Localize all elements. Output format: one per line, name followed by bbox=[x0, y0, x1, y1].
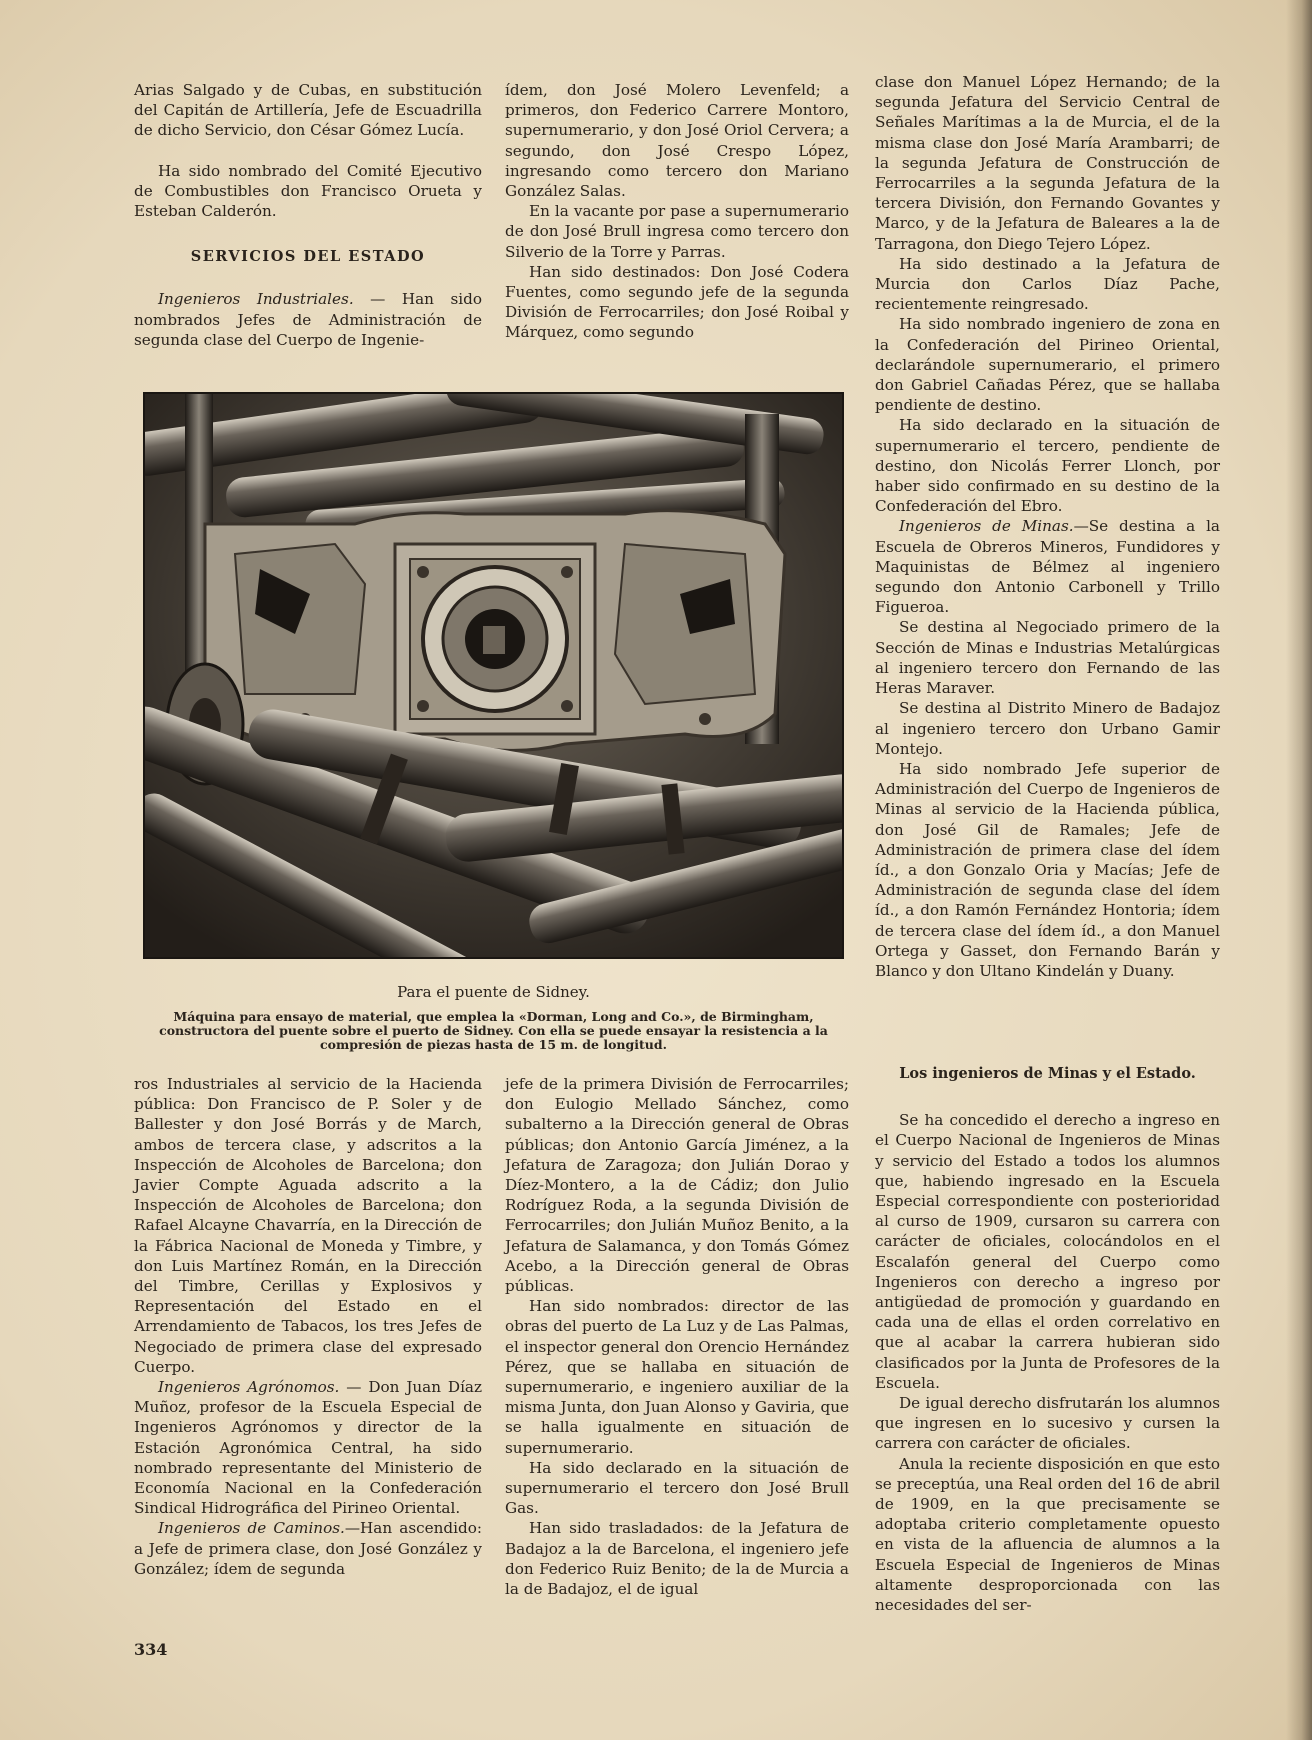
paragraph bbox=[134, 1518, 482, 1579]
paragraph: Se destina al Negociado primero de la Sección de Minas e Industrias Metalúrgicas al ingeniero tercero don Fernando de las Heras Maraver. bbox=[875, 618, 1220, 698]
paragraph bbox=[875, 516, 1220, 617]
paragraph: Ha sido destinado a la Jefatura de Murcia don Carlos Díaz Pache, recientemente reingresado. bbox=[875, 254, 1220, 314]
machine-photograph bbox=[143, 392, 844, 959]
subsection-label: Ingenieros Industriales. bbox=[158, 290, 354, 309]
column-1-top bbox=[134, 80, 482, 350]
column-3 bbox=[875, 72, 1220, 981]
paragraph: Ha sido nombrado Jefe superior de Administración del Cuerpo de Ingenieros de Minas al servicio de la Hacienda pública, don José Gil de Ramales; Jefe de Administración de primera clase del ídem íd., a don Gonzalo Oria y Macías; Jefe de Administración de segunda clase del ídem íd., a don Ramón Fernández Hontoria; ídem de tercera clase del ídem íd., a don Manuel Ortega y Gasset, don Fernando Barán y Blanco y don Ultano Kindelán y Duany. bbox=[875, 759, 1220, 980]
paragraph: Ha sido nombrado del Comité Ejecutivo de Combustibles don Francisco Orueta y Esteban Calderón. bbox=[134, 161, 482, 221]
column-2-top bbox=[505, 80, 849, 343]
subsection-label: Ingenieros Agrónomos. bbox=[158, 1378, 340, 1397]
page-number: 334 bbox=[134, 1640, 168, 1659]
figure-caption: Máquina para ensayo de material, que emplea la «Dorman, Long and Co.», de Birmingham, constructora del puente sobre el puerto de Sidney. Con ella se puede ensayar la resistencia a la compresión de piezas hasta de 15 m. de longitud. bbox=[159, 1009, 828, 1052]
paragraph: Ha sido declarado en la situación de supernumerario el tercero don José Brull Gas. bbox=[505, 1458, 849, 1518]
paragraph: ros Industriales al servicio de la Hacienda pública: Don Francisco de P. Soler y de Ballester y don José Borrás y de March, ambos de tercera clase, y adscritos a la Inspección de Alcoholes de Barcelona; don Javier Compte Aguada adscrito a la Inspección de Alcoholes de Barcelona; don Rafael Alcayne Chavarría, en la Dirección de la Fábrica Nacional de Moneda y Timbre, y don Luis Martínez Román, en la Dirección del Timbre, Cerillas y Explosivos y Representación del Estado en el Arrendamiento de Tabacos, los tres Jefes de Negociado de primera clase del expresado Cuerpo. bbox=[134, 1075, 482, 1376]
paragraph: ídem, don José Molero Levenfeld; a primeros, don Federico Carrere Montoro, supernumerario, y don José Oriol Cervera; a segundo, don José Crespo López, ingresando como tercero don Mariano González Salas. bbox=[505, 81, 849, 201]
paragraph: Han sido nombrados: director de las obras del puerto de La Luz y de Las Palmas, el inspector general don Orencio Hernández Pérez, que se hallaba en situación de supernumerario, e ingeniero auxiliar de la misma Junta, don Juan Alonso y Gaviria, que se halla igualmente en situación de supernumerario. bbox=[505, 1297, 849, 1457]
paragraph-text: —Se destina a la Escuela de Obreros Mineros, Fundidores y Maquinistas de Bélmez al ingeniero segundo don Antonio Carbonell y Trillo Figueroa. bbox=[875, 517, 1220, 617]
paragraph: Ha sido nombrado ingeniero de zona en la Confederación del Pirineo Oriental, declarándole supernumerario, el primero don Gabriel Cañadas Pérez, que se hallaba pendiente de destino. bbox=[875, 315, 1220, 415]
paragraph bbox=[134, 1377, 482, 1518]
paragraph-text: — Han sido nombrados Jefes de Administración de segunda clase del Cuerpo de Ingenie- bbox=[134, 290, 482, 349]
column-2-bottom bbox=[505, 1074, 849, 1599]
machine-photo-illustration bbox=[145, 394, 842, 957]
column-3-bottom bbox=[875, 1064, 1220, 1615]
paragraph: Se destina al Distrito Minero de Badajoz al ingeniero tercero don Urbano Gamir Montejo. bbox=[875, 699, 1220, 758]
paragraph: En la vacante por pase a supernumerario de don José Brull ingresa como tercero don Silverio de la Torre y Parras. bbox=[505, 202, 849, 261]
paragraph: Han sido destinados: Don José Codera Fuentes, como segundo jefe de la segunda División de Ferrocarriles; don José Roibal y Márquez, como segundo bbox=[505, 262, 849, 342]
paragraph: Ha sido declarado en la situación de supernumerario el tercero, pendiente de destino, don Nicolás Ferrer Llonch, por haber sido confirmado en su destino de la Confederación del Ebro. bbox=[875, 416, 1220, 516]
page-edge-shadow bbox=[1286, 0, 1312, 1740]
paragraph-text: —Han ascendido: a Jefe de primera clase, don José González y González; ídem de segunda bbox=[134, 1519, 482, 1578]
paragraph: Se ha concedido el derecho a ingreso en el Cuerpo Nacional de Ingenieros de Minas y servicio del Estado a todos los alumnos que, habiendo ingresado en la Escuela Especial correspondiente con posterioridad al curso de 1909, cursaron su carrera con carácter de oficiales, colocándolos en el Escalafón general del Cuerpo como Ingenieros con derecho a ingreso por antigüedad de promoción y guardando en cada una de ellas el orden correlativo en que al acabar la carrera hubieran sido clasificados por la Junta de Profesores de la Escuela. bbox=[875, 1111, 1220, 1392]
paragraph: clase don Manuel López Hernando; de la segunda Jefatura del Servicio Central de Señales Marítimas a la de Murcia, el de la misma clase don José María Arambarri; de la segunda Jefatura de Construcción de Ferrocarriles a la segunda Jefatura de la tercera División, don Fernando Govantes y Marco, y de la Jefatura de Baleares a la de Tarragona, don Diego Tejero López. bbox=[875, 73, 1220, 253]
figure-title: Para el puente de Sidney. bbox=[397, 983, 590, 1001]
section-title: SERVICIOS DEL ESTADO bbox=[190, 248, 426, 266]
paragraph: jefe de la primera División de Ferrocarriles; don Eulogio Mellado Sánchez, como subalterno a la Dirección general de Obras públicas; don Antonio García Jiménez, a la Jefatura de Zaragoza; don Julián Dorao y Díez-Montero, a la de Cádiz; don Julio Rodríguez Roda, a la segunda División de Ferrocarriles; don Julián Muñoz Benito, a la Jefatura de Salamanca, y don Tomás Gómez Acebo, a la Dirección general de Obras públicas. bbox=[505, 1075, 849, 1296]
paragraph bbox=[134, 289, 482, 350]
subsection-label: Ingenieros de Caminos. bbox=[158, 1519, 345, 1538]
paragraph-text: — Don Juan Díaz Muñoz, profesor de la Escuela Especial de Ingenieros Agrónomos y director de la Estación Agronómica Central, ha sido nombrado representante del Ministerio de Economía Nacional en la Confederación Sindical Hidrográfica del Pirineo Oriental. bbox=[134, 1378, 482, 1518]
article-title: Los ingenieros de Minas y el Estado. bbox=[899, 1065, 1196, 1082]
paragraph: De igual derecho disfrutarán los alumnos que ingresen en lo sucesivo y cursen la carrera con carácter de oficiales. bbox=[875, 1394, 1220, 1453]
paragraph: Anula la reciente disposición en que esto se preceptúa, una Real orden del 16 de abril de 1909, en la que precisamente se adoptaba criterio completamente opuesto en vista de la afluencia de alumnos a la Escuela Especial de Ingenieros de Minas altamente desproporcionada con las necesidades del ser- bbox=[875, 1454, 1220, 1615]
subsection-label: Ingenieros de Minas. bbox=[899, 517, 1074, 536]
column-1-bottom bbox=[134, 1074, 482, 1579]
paragraph: Arias Salgado y de Cubas, en substitución del Capitán de Artillería, Jefe de Escuadrilla de dicho Servicio, don César Gómez Lucía. bbox=[134, 81, 482, 140]
paragraph: Han sido trasladados: de la Jefatura de Badajoz a la de Barcelona, el ingeniero jefe don Federico Ruiz Benito; de la de Murcia a la de Badajoz, el de igual bbox=[505, 1519, 849, 1599]
